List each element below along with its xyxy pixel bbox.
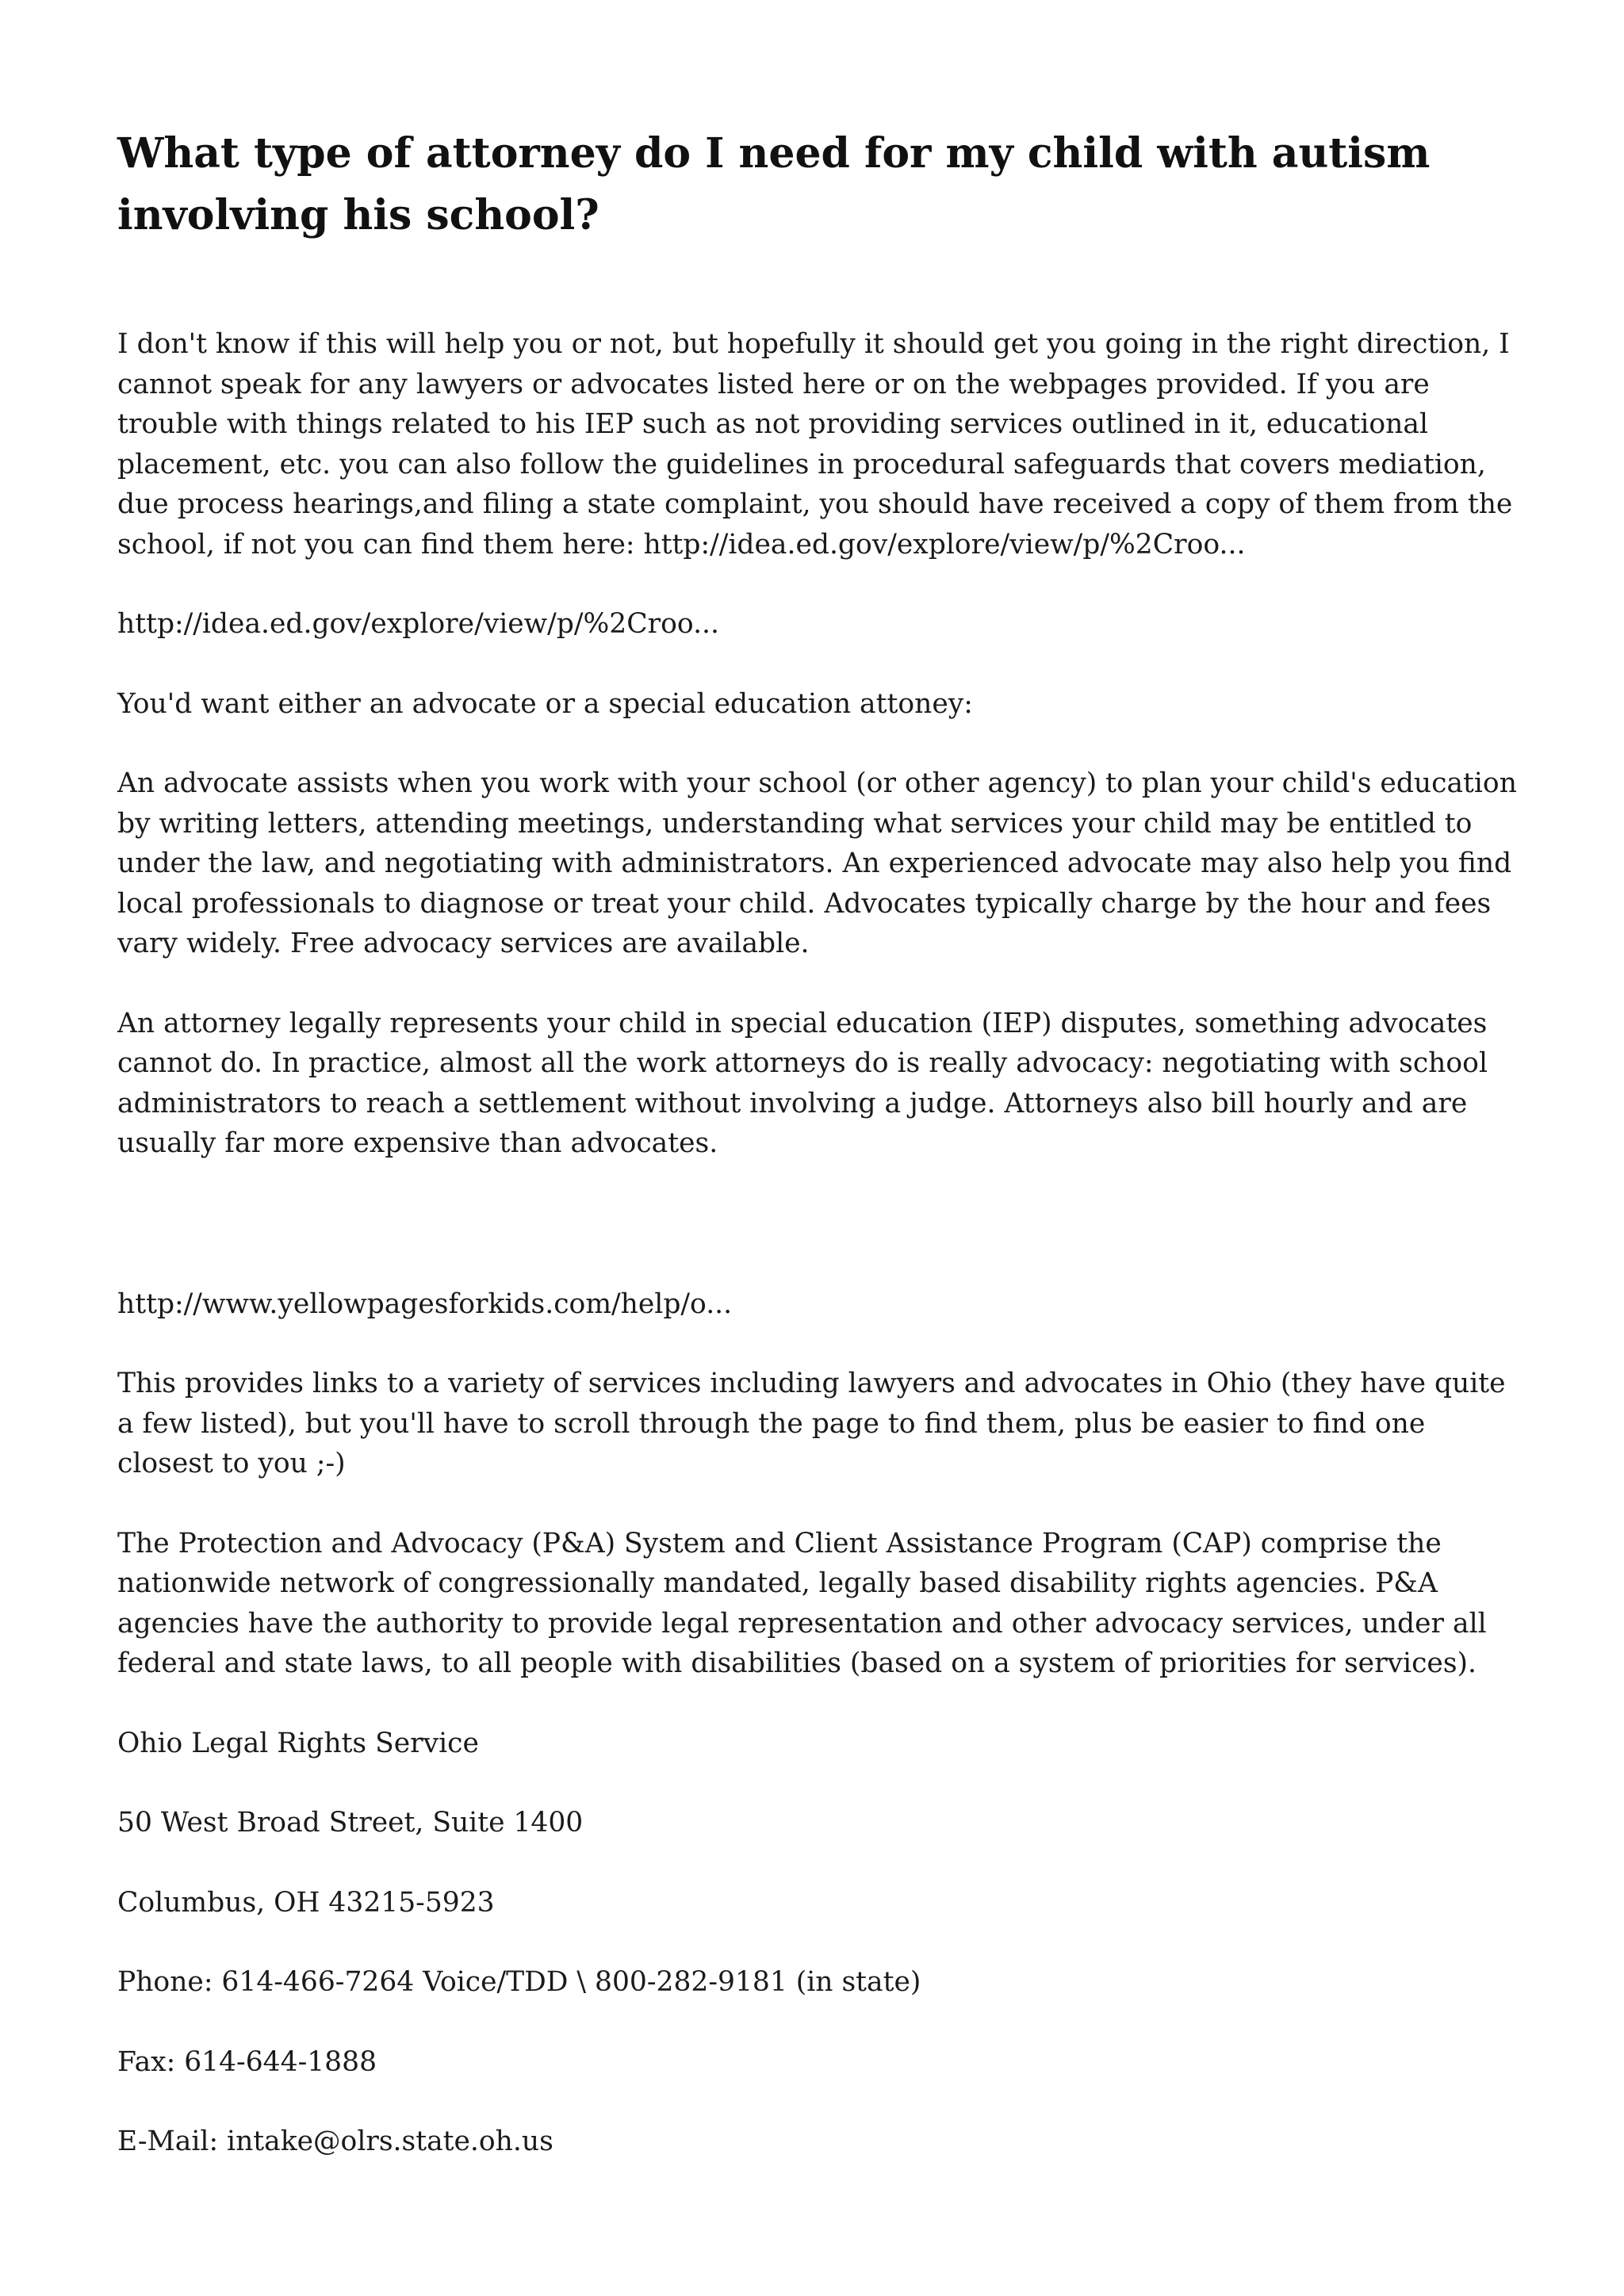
page-title: What type of attorney do I need for my child with autism involving his school? [117,129,1431,239]
intro-paragraph: I don't know if this will help you or not, but hopefully it should get you going in the right direction, I cannot speak for any lawyers or advocates listed here or on the webpages provided. If you are trouble with things related to his IEP such as not providing services outlined in it, educational placement, etc. you can also follow the guidelines in procedural safeguards that covers mediation, due process hearings,and filing a state complaint, you should have received a copy of them from the school, if not you can find them here: http://idea.ed.gov/explore/view/p/%2Croo... [117,328,1513,561]
city-state-zip: Columbus, OH 43215-5923 [117,1886,495,1919]
email-address: E-Mail: intake@olrs.state.oh.us [117,2126,553,2157]
idea-url-text: http://idea.ed.gov/explore/view/p/%2Croo... [117,608,719,640]
advocate-description-paragraph: An advocate assists when you work with your school (or other agency) to plan your child's education by writing letters, attending meetings, understanding what services your child may be entitled to under the law, and negotiating with administrators. An experienced advocate may also help you find local professionals to diagnose or treat your child. Advocates typically charge by the hour and fees vary widely. Free advocacy services are available. [117,767,1517,959]
street-address: 50 West Broad Street, Suite 1400 [117,1807,584,1839]
document-page [117,123,1521,2202]
answer-body [117,324,1521,2162]
advocate-or-attorney-paragraph: You'd want either an advocate or a special education attoney: [117,687,973,720]
phone-number: Phone: 614-466-7264 Voice/TDD \ 800-282-9181 (in state) [117,1966,921,1998]
services-links-paragraph: This provides links to a variety of services including lawyers and advocates in Ohio (they have quite a few listed), but you'll have to scroll through the page to find them, plus be easier to find one closest to you ;-) [117,1368,1506,1479]
fax-number: Fax: 614-644-1888 [117,2045,377,2078]
protection-advocacy-paragraph: The Protection and Advocacy (P&A) System and Client Assistance Program (CAP) comprise the nationwide network of congressionally mandated, legally based disability rights agencies. P&A agencies have the authority to provide legal representation and other advocacy services, under all federal and state laws, to all people with disabilities (based on a system of priorities for services). [117,1527,1487,1679]
yellowpages-url-text: http://www.yellowpagesforkids.com/help/o... [117,1288,733,1320]
attorney-description-paragraph: An attorney legally represents your child in special education (IEP) disputes, something advocates cannot do. In practice, almost all the work attorneys do is really advocacy: negotiating with school administrators to reach a settlement without involving a judge. Attorneys also bill hourly and are usually far more expensive than advocates. [117,1007,1488,1159]
organization-name: Ohio Legal Rights Service [117,1727,479,1759]
